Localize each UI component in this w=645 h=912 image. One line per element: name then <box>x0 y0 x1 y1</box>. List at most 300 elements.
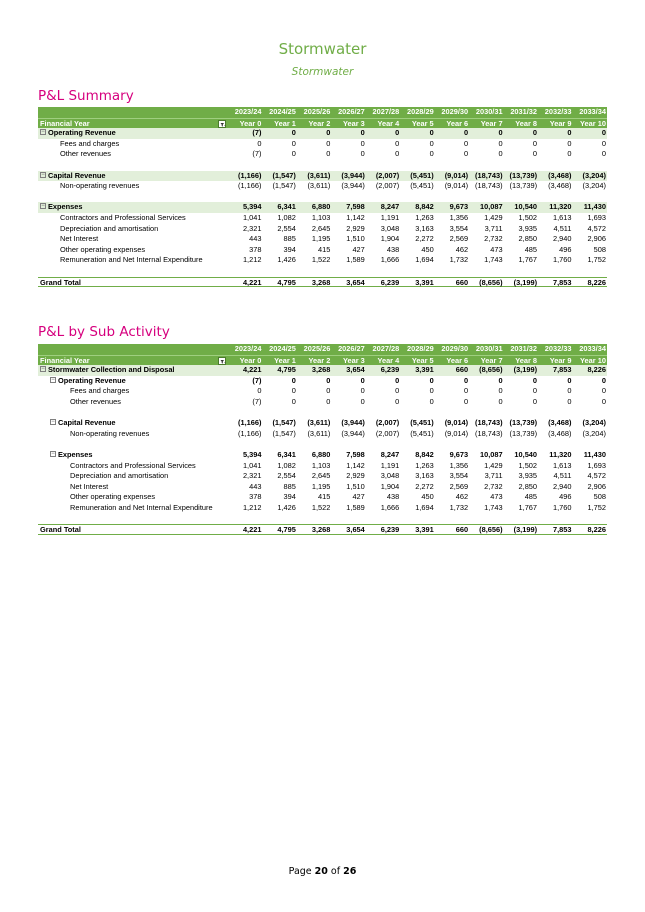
cell-5: (5,451) <box>410 181 434 191</box>
cell-6: (9,014) <box>444 428 469 438</box>
group-row[interactable] <box>38 450 607 461</box>
collapse-toggle-icon[interactable]: − <box>41 366 45 373</box>
cell-8: 3,935 <box>518 471 538 481</box>
cell-9: 496 <box>559 492 572 502</box>
cell-8: 485 <box>524 492 538 502</box>
cell-4: 1,666 <box>380 255 400 265</box>
collapse-toggle-icon[interactable]: − <box>41 129 45 136</box>
cell-10: 0 <box>601 375 606 385</box>
group-row[interactable] <box>38 365 607 376</box>
row-label-text: Other operating expenses <box>70 492 156 502</box>
spacer-row <box>38 514 607 525</box>
row-label <box>70 461 196 472</box>
row-label-text: Net Interest <box>70 481 109 491</box>
cell-4: 6,239 <box>380 525 400 535</box>
cell-6: 462 <box>455 244 469 254</box>
cell-0: 1,041 <box>242 212 262 222</box>
cell-6: 9,673 <box>449 202 469 212</box>
cell-6: Year 6 <box>446 118 469 128</box>
cell-0: 4,221 <box>242 277 262 287</box>
cell-6: 3,554 <box>449 223 469 233</box>
cell-7: 3,711 <box>484 471 503 481</box>
row-label-text: Grand Total <box>40 525 81 535</box>
cell-0: 5,394 <box>242 202 262 212</box>
cell-2: 1,195 <box>311 234 331 244</box>
cell-8: 3,935 <box>518 223 538 233</box>
cell-2: 0 <box>326 138 331 148</box>
row-label-text: Non-operating revenues <box>60 181 140 191</box>
footer-prefix: Page <box>288 866 315 877</box>
cell-5: 0 <box>429 138 434 148</box>
cell-8: (13,739) <box>509 418 538 428</box>
cell-0: 4,221 <box>242 365 262 375</box>
cell-1: 0 <box>291 149 296 159</box>
cell-10: 4,572 <box>587 471 606 481</box>
page-footer <box>0 866 645 877</box>
collapse-toggle-icon[interactable]: − <box>41 171 45 178</box>
cell-5: 3,163 <box>415 223 434 233</box>
row-label <box>50 450 93 461</box>
row-label-text: Operating Revenue <box>58 375 126 385</box>
cell-10: 0 <box>601 386 606 396</box>
cell-3: 2026/27 <box>338 344 365 353</box>
cell-1: 0 <box>291 128 296 138</box>
cell-5: (5,451) <box>410 170 434 180</box>
cell-7: 10,087 <box>479 202 503 212</box>
cell-10: Year 10 <box>580 355 606 365</box>
cell-5: 450 <box>421 244 434 254</box>
cell-1: 885 <box>283 234 296 244</box>
cell-9: 0 <box>567 375 572 385</box>
cell-4: 1,191 <box>380 212 400 222</box>
cell-0: 443 <box>249 234 262 244</box>
cell-5: 1,263 <box>415 460 434 470</box>
cell-8: 1,767 <box>518 502 538 512</box>
cell-8: 0 <box>532 396 538 406</box>
grand-total-row <box>38 277 607 288</box>
cell-7: (18,743) <box>475 170 503 180</box>
row-label <box>50 376 126 387</box>
table-row <box>38 471 607 482</box>
cell-6: (9,014) <box>444 181 469 191</box>
cell-7: 2030/31 <box>475 107 503 116</box>
cell-0: 378 <box>249 244 262 254</box>
cell-8: Year 8 <box>515 355 538 365</box>
cell-1: Year 1 <box>274 118 296 128</box>
row-label-text: Contractors and Professional Services <box>60 212 186 222</box>
cell-3: 7,598 <box>346 449 365 459</box>
cell-0: 443 <box>249 481 262 491</box>
cell-7: 473 <box>490 492 503 502</box>
row-label <box>70 503 213 514</box>
cell-0: 1,212 <box>242 255 262 265</box>
cell-5: 450 <box>421 492 434 502</box>
cell-7: 2,732 <box>484 481 503 491</box>
cell-4: 6,239 <box>380 277 400 287</box>
footer-current-page: 20 <box>314 866 328 877</box>
collapse-toggle-icon[interactable]: − <box>51 419 55 426</box>
row-label <box>70 397 121 408</box>
cell-4: (2,007) <box>375 418 400 428</box>
cell-9: 2032/33 <box>544 344 572 353</box>
cell-7: Year 7 <box>480 355 503 365</box>
filter-icon[interactable] <box>218 120 226 128</box>
cell-9: Year 9 <box>549 118 572 128</box>
cell-1: 0 <box>291 396 296 406</box>
cell-10: 2,906 <box>587 481 606 491</box>
cell-5: 3,391 <box>415 525 434 535</box>
cell-4: 6,239 <box>380 365 400 375</box>
cell-6: 0 <box>464 149 469 159</box>
cell-6: 2029/30 <box>441 344 469 353</box>
cell-4: 3,048 <box>380 223 400 233</box>
cell-0: (1,166) <box>238 170 262 180</box>
cell-7: 1,743 <box>484 255 503 265</box>
cell-9: 4,511 <box>553 471 572 481</box>
cell-6: 660 <box>455 277 469 287</box>
cell-2: 3,268 <box>311 277 331 287</box>
cell-2: 3,268 <box>311 365 331 375</box>
cell-8: (13,739) <box>509 170 538 180</box>
cell-9: 4,511 <box>553 223 572 233</box>
cell-7: 473 <box>490 244 503 254</box>
cell-10: Year 10 <box>580 118 606 128</box>
cell-5: 3,391 <box>415 365 434 375</box>
cell-2: 0 <box>326 375 331 385</box>
cell-5: (5,451) <box>410 428 434 438</box>
cell-10: 8,226 <box>587 525 606 535</box>
cell-0: 1,212 <box>242 502 262 512</box>
cell-7: (8,656) <box>479 277 503 287</box>
cell-0: 2,321 <box>242 471 262 481</box>
cell-5: 0 <box>429 375 434 385</box>
cell-10: 0 <box>601 396 606 406</box>
cell-1: 0 <box>291 375 296 385</box>
cell-10: 2033/34 <box>579 344 606 353</box>
row-label <box>60 181 139 192</box>
cell-4: (2,007) <box>375 181 400 191</box>
cell-9: 496 <box>559 244 572 254</box>
cell-8: 0 <box>532 375 538 385</box>
cell-9: 1,760 <box>552 255 572 265</box>
spacer-row <box>38 439 607 450</box>
cell-7: 1,743 <box>484 502 503 512</box>
cell-6: 0 <box>464 375 469 385</box>
cell-7: (18,743) <box>475 428 503 438</box>
cell-5: 2028/29 <box>406 107 434 116</box>
cell-4: 438 <box>386 244 400 254</box>
cell-6: 0 <box>464 128 469 138</box>
cell-8: 2,850 <box>518 481 538 491</box>
cell-3: Year 3 <box>342 355 365 365</box>
cell-1: (1,547) <box>272 170 296 180</box>
header-years-row <box>38 107 607 118</box>
cell-6: 2,569 <box>449 234 469 244</box>
cell-0: (1,166) <box>238 428 262 438</box>
group-row[interactable] <box>38 128 607 139</box>
cell-2: 2,645 <box>311 471 331 481</box>
cell-8: (3,199) <box>513 277 538 287</box>
cell-2: Year 2 <box>308 118 331 128</box>
cell-2: 2025/26 <box>303 344 331 353</box>
cell-3: (3,944) <box>341 418 365 428</box>
cell-10: 1,752 <box>587 255 606 265</box>
table-row <box>38 482 607 493</box>
cell-2: 0 <box>326 386 331 396</box>
cell-2: 3,268 <box>311 525 331 535</box>
cell-2: 1,522 <box>311 255 331 265</box>
cell-4: 2027/28 <box>372 107 400 116</box>
cell-8: 1,502 <box>518 212 538 222</box>
cell-0: (7) <box>252 375 262 385</box>
cell-3: Year 3 <box>342 118 365 128</box>
cell-7: (18,743) <box>475 418 503 428</box>
cell-7: 3,711 <box>484 223 503 233</box>
cell-7: 0 <box>498 375 503 385</box>
cell-10: 2033/34 <box>579 107 606 116</box>
cell-10: 508 <box>593 492 606 502</box>
cell-5: Year 5 <box>411 118 434 128</box>
spacer-row <box>38 192 607 203</box>
table-row <box>38 492 607 503</box>
cell-3: 2,929 <box>346 223 365 233</box>
cell-8: 2031/32 <box>510 344 538 353</box>
collapse-toggle-icon[interactable]: − <box>41 203 45 210</box>
cell-3: 1,510 <box>346 234 365 244</box>
table-row <box>38 255 607 266</box>
cell-9: 0 <box>567 138 572 148</box>
cell-4: 8,247 <box>380 202 400 212</box>
cell-2: (3,611) <box>307 181 331 191</box>
cell-1: 1,426 <box>277 255 296 265</box>
cell-8: 10,540 <box>514 449 538 459</box>
cell-4: 0 <box>395 396 400 406</box>
cell-1: 0 <box>291 386 296 396</box>
cell-0: 4,221 <box>242 525 262 535</box>
cell-7: 0 <box>498 386 503 396</box>
cell-9: (3,468) <box>548 428 572 438</box>
cell-0: (7) <box>252 128 262 138</box>
cell-6: 462 <box>455 492 469 502</box>
filter-icon[interactable] <box>218 357 226 365</box>
row-label-text: Fees and charges <box>60 138 120 148</box>
cell-8: (3,199) <box>513 525 538 535</box>
cell-3: 0 <box>360 138 365 148</box>
cell-6: (9,014) <box>444 418 469 428</box>
cell-10: 0 <box>601 138 606 148</box>
cell-2: 6,880 <box>311 202 331 212</box>
cell-0: (7) <box>252 149 262 159</box>
row-label-text: Fees and charges <box>70 386 130 396</box>
cell-3: 0 <box>360 386 365 396</box>
group-row[interactable] <box>38 171 607 182</box>
cell-4: 3,048 <box>380 471 400 481</box>
cell-6: 0 <box>464 396 469 406</box>
cell-2: 415 <box>317 244 331 254</box>
cell-9: 2032/33 <box>544 107 572 116</box>
cell-9: (3,468) <box>548 418 572 428</box>
cell-10: 11,430 <box>583 449 606 459</box>
cell-7: 1,429 <box>484 212 503 222</box>
cell-1: 2024/25 <box>269 344 296 353</box>
cell-0: (1,166) <box>238 418 262 428</box>
row-label <box>60 234 98 245</box>
cell-6: 0 <box>464 386 469 396</box>
row-label-text: Non-operating revenues <box>70 428 150 438</box>
row-label-text: Other revenues <box>70 396 121 406</box>
header-years-row <box>38 344 607 355</box>
cell-6: 3,554 <box>449 471 469 481</box>
cell-10: (3,204) <box>582 428 606 438</box>
cell-0: Year 0 <box>239 118 262 128</box>
cell-3: 1,589 <box>346 255 365 265</box>
cell-9: 7,853 <box>552 277 572 287</box>
collapse-toggle-icon[interactable]: − <box>51 376 55 383</box>
row-label <box>40 278 81 289</box>
cell-2: 0 <box>326 149 331 159</box>
cell-10: 2,906 <box>587 234 606 244</box>
cell-9: 0 <box>567 386 572 396</box>
row-label <box>40 525 81 536</box>
row-label <box>40 202 83 213</box>
cell-9: 0 <box>567 149 572 159</box>
table-row <box>38 149 607 160</box>
cell-10: (3,204) <box>582 418 606 428</box>
row-label <box>50 418 116 429</box>
row-label-text: Contractors and Professional Services <box>70 460 196 470</box>
cell-0: 1,041 <box>242 460 262 470</box>
row-label <box>40 171 106 182</box>
cell-3: 2026/27 <box>338 107 365 116</box>
cell-5: 3,391 <box>415 277 434 287</box>
cell-3: 1,142 <box>346 212 365 222</box>
cell-9: 2,940 <box>552 481 572 491</box>
cell-8: Year 8 <box>515 118 538 128</box>
cell-6: 660 <box>455 525 469 535</box>
cell-1: 394 <box>283 244 296 254</box>
cell-9: 1,760 <box>552 502 572 512</box>
cell-5: 2,272 <box>415 481 434 491</box>
collapse-toggle-icon[interactable]: − <box>51 450 55 457</box>
grand-total-row <box>38 524 607 535</box>
cell-9: (3,468) <box>548 181 572 191</box>
row-label <box>70 471 168 482</box>
row-label-text: Net Interest <box>60 234 99 244</box>
cell-6: 9,673 <box>449 449 469 459</box>
cell-7: (8,656) <box>479 365 503 375</box>
row-label-text: Capital Revenue <box>58 418 116 428</box>
row-label-text: Remuneration and Net Internal Expenditure <box>60 255 203 265</box>
row-label-text: Other revenues <box>60 149 111 159</box>
cell-3: 427 <box>352 492 365 502</box>
cell-0: 0 <box>257 386 262 396</box>
cell-8: (13,739) <box>509 181 538 191</box>
cell-6: 660 <box>455 365 469 375</box>
table-row <box>38 245 607 256</box>
cell-0: Year 0 <box>239 355 262 365</box>
cell-10: 0 <box>601 149 606 159</box>
pl-summary-table <box>38 107 607 287</box>
table-row <box>38 213 607 224</box>
row-label-text: Operating Revenue <box>48 128 116 138</box>
row-label <box>70 482 108 493</box>
cell-2: (3,611) <box>307 418 331 428</box>
cell-3: 7,598 <box>346 202 365 212</box>
cell-9: 0 <box>567 396 572 406</box>
cell-10: 4,572 <box>587 223 606 233</box>
cell-10: 11,430 <box>583 202 606 212</box>
cell-4: 1,191 <box>380 460 400 470</box>
cell-8: 2,850 <box>518 234 538 244</box>
cell-9: 0 <box>567 128 572 138</box>
cell-5: 8,842 <box>415 449 434 459</box>
cell-2: 415 <box>317 492 331 502</box>
cell-7: 0 <box>498 128 503 138</box>
cell-2: (3,611) <box>307 170 331 180</box>
cell-3: 1,510 <box>346 481 365 491</box>
cell-2: 1,103 <box>311 460 331 470</box>
table-row <box>38 429 607 440</box>
cell-4: 0 <box>395 386 400 396</box>
cell-10: (3,204) <box>582 181 606 191</box>
cell-6: 1,356 <box>449 460 469 470</box>
cell-1: 885 <box>283 481 296 491</box>
cell-4: 1,904 <box>380 234 400 244</box>
cell-2: 0 <box>326 396 331 406</box>
cell-8: 1,767 <box>518 255 538 265</box>
cell-1: (1,547) <box>272 418 296 428</box>
cell-3: (3,944) <box>341 428 365 438</box>
group-row[interactable] <box>38 202 607 213</box>
cell-5: 0 <box>429 386 434 396</box>
cell-10: 1,693 <box>587 212 606 222</box>
row-header-label: Financial Year <box>40 355 90 365</box>
table-row <box>38 181 607 192</box>
cell-10: 508 <box>593 244 606 254</box>
row-label-text: Expenses <box>58 449 93 459</box>
cell-2: 0 <box>326 128 331 138</box>
group-row[interactable] <box>38 376 607 387</box>
cell-10: (3,204) <box>582 170 606 180</box>
cell-5: 2028/29 <box>406 344 434 353</box>
table-row <box>38 139 607 150</box>
row-header-label: Financial Year <box>40 118 90 128</box>
cell-4: (2,007) <box>375 428 400 438</box>
cell-1: 4,795 <box>277 277 296 287</box>
cell-6: 2,569 <box>449 481 469 491</box>
cell-5: 1,694 <box>415 502 434 512</box>
cell-9: (3,468) <box>548 170 572 180</box>
cell-7: 0 <box>498 138 503 148</box>
cell-1: Year 1 <box>274 355 296 365</box>
group-row[interactable] <box>38 418 607 429</box>
cell-5: 3,163 <box>415 471 434 481</box>
row-label <box>60 149 111 160</box>
cell-8: 1,502 <box>518 460 538 470</box>
spacer-row <box>38 408 607 419</box>
cell-8: (13,739) <box>509 428 538 438</box>
cell-3: 1,142 <box>346 460 365 470</box>
row-label <box>40 365 175 376</box>
cell-4: Year 4 <box>377 355 400 365</box>
row-label <box>60 224 158 235</box>
cell-5: Year 5 <box>411 355 434 365</box>
cell-2: 1,522 <box>311 502 331 512</box>
cell-4: 8,247 <box>380 449 400 459</box>
cell-2: 6,880 <box>311 449 331 459</box>
section-heading-pl-summary: P&L Summary <box>38 88 134 104</box>
section-heading-pl-by-sub-activity: P&L by Sub Activity <box>38 324 170 340</box>
